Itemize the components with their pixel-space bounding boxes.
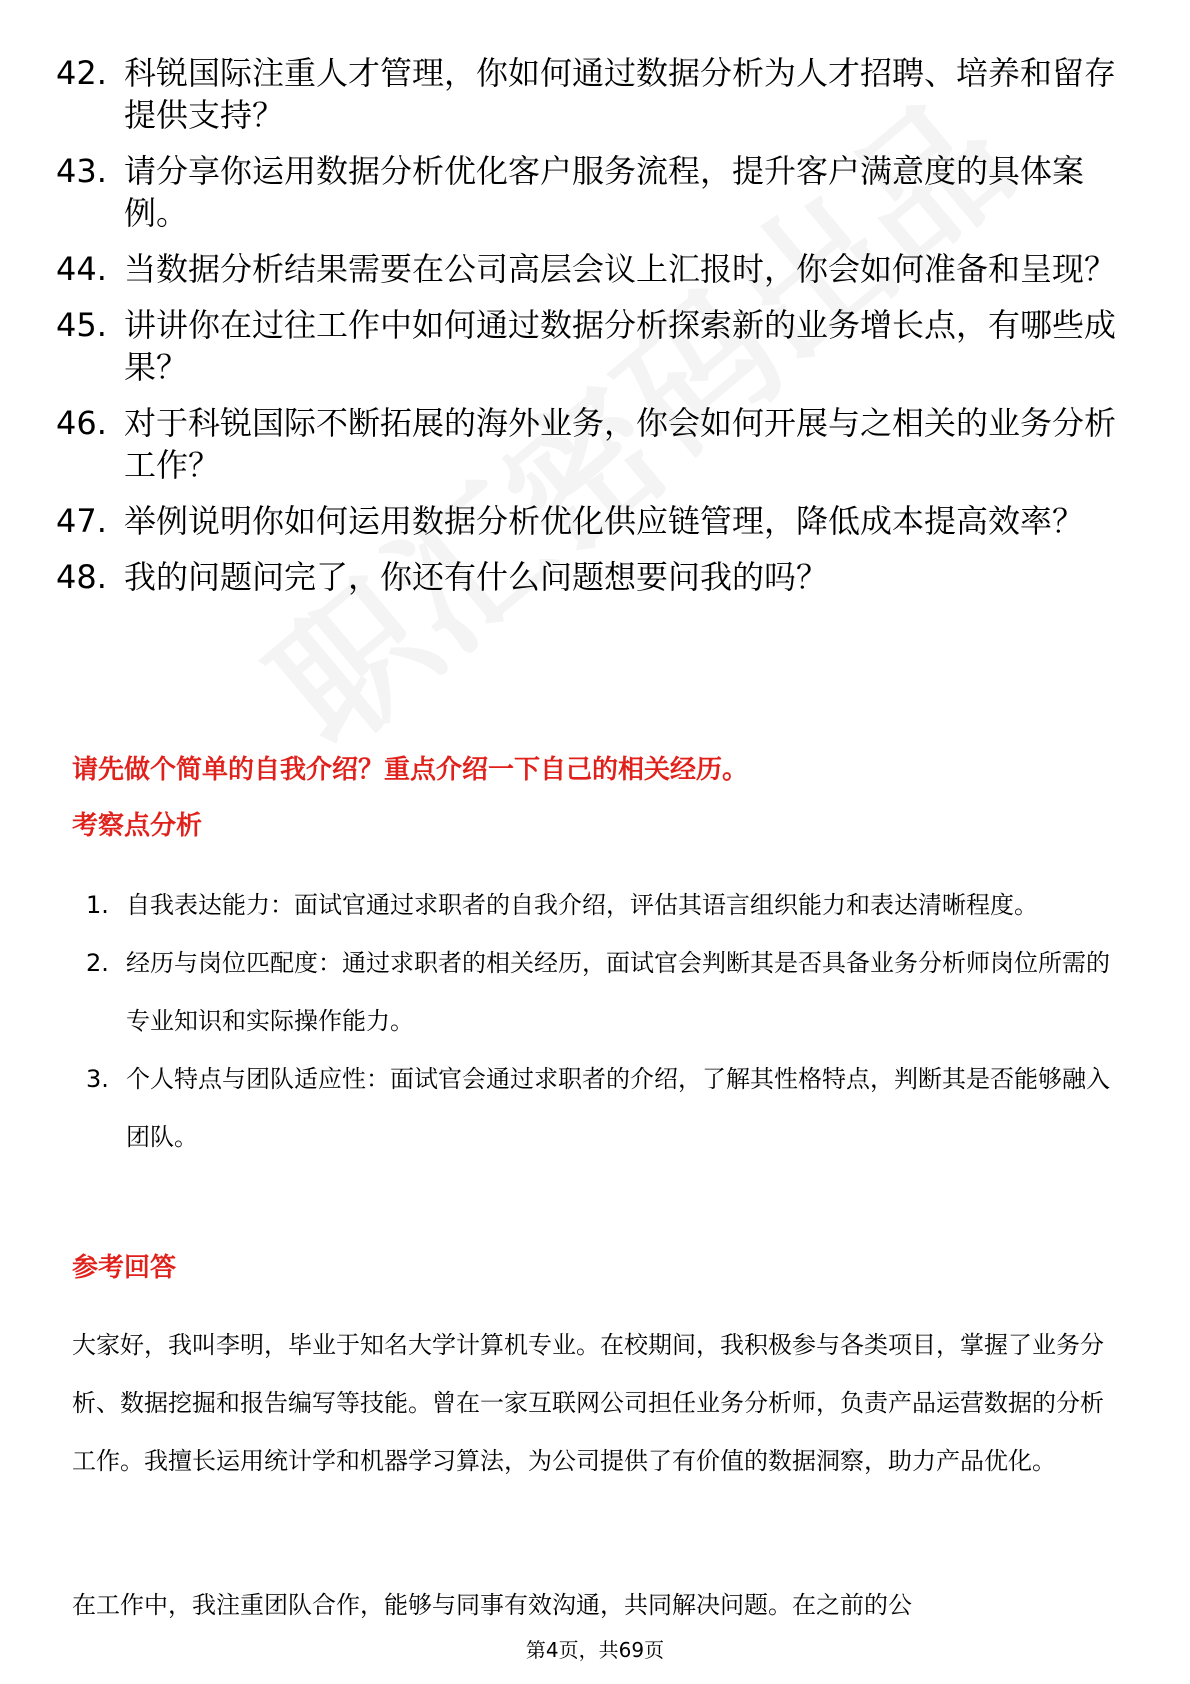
question-number: 43.	[56, 152, 107, 190]
page-footer: 第4页，共69页	[525, 1638, 665, 1662]
question-number: 47.	[56, 502, 107, 540]
analysis-list	[72, 876, 1122, 1166]
question-text: 我的问题问完了，你还有什么问题想要问我的吗？	[124, 558, 829, 596]
answer-heading: 参考回答	[72, 1253, 177, 1283]
analysis-text: 自我表达能力：面试官通过求职者的自我介绍，评估其语言组织能力和表达清晰程度。	[126, 891, 1038, 919]
question-item	[56, 304, 1116, 388]
question-item	[56, 52, 1116, 136]
question-text: 科锐国际注重人才管理，你如何通过数据分析为人才招聘、培养和留存提供支持？	[124, 54, 1117, 134]
analysis-item	[72, 1050, 1122, 1166]
question-number: 42.	[56, 54, 107, 92]
analysis-text: 个人特点与团队适应性：面试官会通过求职者的介绍，了解其性格特点，判断其是否能够融入团队。	[126, 1065, 1110, 1151]
question-item	[56, 500, 1116, 542]
question-number: 46.	[56, 404, 107, 442]
answer-paragraph: 大家好，我叫李明，毕业于知名大学计算机专业。在校期间，我积极参与各类项目，掌握了业务分析、数据挖掘和报告编写等技能。曾在一家互联网公司担任业务分析师，负责产品运营数据的分析工作。我擅长运用统计学和机器学习算法，为公司提供了有价值的数据洞察，助力产品优化。	[72, 1331, 1104, 1475]
question-item	[56, 150, 1116, 234]
question-item	[56, 248, 1116, 290]
section-title: 请先做个简单的自我介绍？重点介绍一下自己的相关经历。	[72, 755, 749, 785]
question-number: 48.	[56, 558, 107, 596]
analysis-text: 经历与岗位匹配度：通过求职者的相关经历，面试官会判断其是否具备业务分析师岗位所需的专业知识和实际操作能力。	[126, 949, 1110, 1035]
question-item	[56, 402, 1116, 486]
analysis-heading: 考察点分析	[72, 811, 203, 841]
question-text: 请分享你运用数据分析优化客户服务流程，提升客户满意度的具体案例。	[124, 152, 1085, 232]
answer-paragraph: 在工作中，我注重团队合作，能够与同事有效沟通，共同解决问题。在之前的公	[72, 1591, 912, 1619]
question-number: 45.	[56, 306, 107, 344]
analysis-item	[72, 876, 1122, 934]
analysis-item	[72, 934, 1122, 1050]
question-list	[56, 52, 1116, 612]
question-text: 当数据分析结果需要在公司高层会议上汇报时，你会如何准备和呈现？	[124, 250, 1117, 288]
analysis-number: 3.	[86, 1065, 109, 1093]
question-text: 讲讲你在过往工作中如何通过数据分析探索新的业务增长点，有哪些成果？	[124, 306, 1117, 386]
analysis-number: 1.	[86, 891, 109, 919]
question-text: 对于科锐国际不断拓展的海外业务，你会如何开展与之相关的业务分析工作？	[124, 404, 1117, 484]
question-text: 举例说明你如何运用数据分析优化供应链管理，降低成本提高效率？	[124, 502, 1085, 540]
question-number: 44.	[56, 250, 107, 288]
analysis-number: 2.	[86, 949, 109, 977]
question-item	[56, 556, 1116, 598]
